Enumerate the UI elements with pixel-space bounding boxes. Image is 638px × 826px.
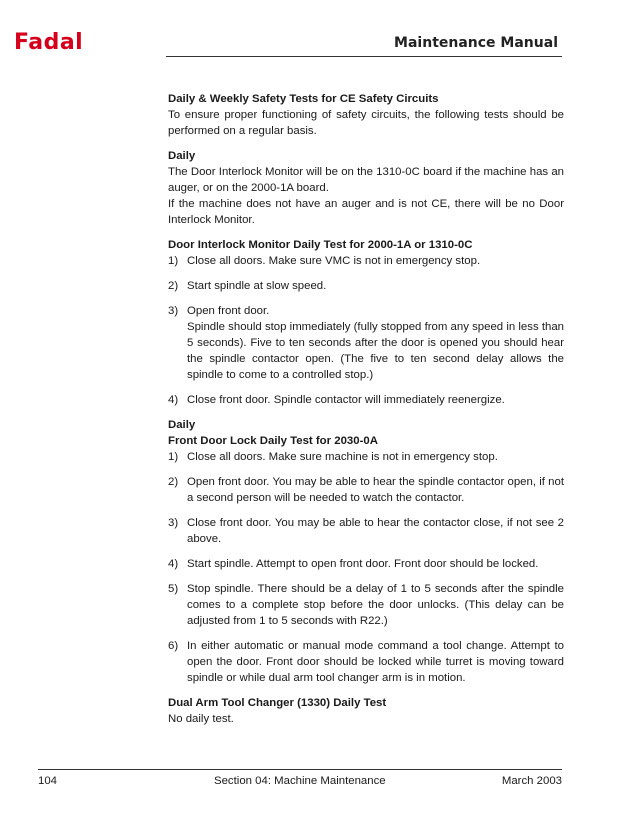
- lock-test-section: [168, 417, 564, 686]
- step-number: 4): [168, 394, 179, 406]
- footer-section: Section 04: Machine Maintenance: [214, 775, 386, 787]
- page-number: 104: [38, 775, 58, 787]
- atc-test-text: No daily test.: [168, 713, 234, 725]
- step-text: Start spindle. Attempt to open front door. Front door should be locked.: [187, 558, 539, 570]
- step-text: In either automatic or manual mode command a tool change. Attempt to open the door. Front door should be locked while turret is moving toward spindle or while dual arm tool changer arm is in motion.: [187, 640, 564, 684]
- lock-test-steps: [168, 449, 564, 686]
- list-item: [168, 303, 564, 319]
- step-number: 2): [168, 476, 179, 488]
- atc-test-heading: Dual Arm Tool Changer (1330) Daily Test: [168, 697, 387, 709]
- list-item: [168, 515, 564, 547]
- header-divider: [166, 56, 562, 57]
- list-item: [168, 392, 564, 408]
- daily-section: [168, 148, 564, 228]
- lock-test-heading: Front Door Lock Daily Test for 2030-0A: [168, 435, 378, 447]
- step-text: Close all doors. Make sure VMC is not in emergency stop.: [187, 255, 481, 267]
- monitor-test-steps: [168, 253, 564, 319]
- footer-date: March 2003: [501, 775, 562, 787]
- intro-section: [168, 91, 564, 139]
- list-item: [168, 278, 564, 294]
- step-number: 1): [168, 255, 179, 267]
- atc-test-section: [168, 695, 564, 727]
- intro-text: To ensure proper functioning of safety circuits, the following tests should be performed on a regular basis.: [168, 109, 564, 137]
- step-text: Close all doors. Make sure machine is not in emergency stop.: [187, 451, 498, 463]
- step-text: Close front door. You may be able to hear the contactor close, if not see 2 above.: [187, 517, 564, 545]
- footer-divider: [38, 769, 562, 770]
- monitor-test-section: [168, 237, 564, 408]
- monitor-test-heading: Door Interlock Monitor Daily Test for 2000-1A or 1310-0C: [168, 239, 473, 251]
- list-item: [168, 474, 564, 506]
- step-text: Start spindle at slow speed.: [187, 280, 327, 292]
- step-number: 1): [168, 451, 179, 463]
- list-item: [168, 556, 564, 572]
- monitor-test-note: Spindle should stop immediately (fully stopped from any speed in less than 5 seconds). Five to ten seconds after the door is opened you should hear the spindle contactor open. (The five to ten second delay allows the spindle to come to a controlled stop.): [187, 321, 564, 381]
- step-number: 5): [168, 583, 179, 595]
- daily-heading: Daily: [168, 150, 196, 162]
- brand-logo: Fadal: [14, 30, 84, 55]
- monitor-test-steps-continued: [168, 392, 564, 408]
- step-text: Stop spindle. There should be a delay of 1 to 5 seconds after the spindle comes to a complete stop before the door unlocks. (This delay can be adjusted from 1 to 5 seconds with R22.): [187, 583, 564, 627]
- step-number: 6): [168, 640, 179, 652]
- daily-text-2: If the machine does not have an auger and is not CE, there will be no Door Interlock Monitor.: [168, 198, 564, 226]
- intro-heading: Daily & Weekly Safety Tests for CE Safety Circuits: [168, 93, 439, 105]
- list-item: [168, 449, 564, 465]
- step-number: 4): [168, 558, 179, 570]
- step-text: Close front door. Spindle contactor will immediately reenergize.: [187, 394, 505, 406]
- step-number: 3): [168, 305, 179, 317]
- list-item: [168, 638, 564, 686]
- list-item: [168, 253, 564, 269]
- manual-title: Maintenance Manual: [394, 35, 558, 51]
- step-number: 2): [168, 280, 179, 292]
- lock-test-heading-daily: Daily: [168, 419, 196, 431]
- step-number: 3): [168, 517, 179, 529]
- list-item: [168, 581, 564, 629]
- step-text: Open front door.: [187, 305, 270, 317]
- daily-text-1: The Door Interlock Monitor will be on the 1310-0C board if the machine has an auger, or on the 2000-1A board.: [168, 166, 564, 194]
- page-content: [168, 91, 564, 727]
- step-text: Open front door. You may be able to hear the spindle contactor open, if not a second person will be needed to watch the contactor.: [187, 476, 564, 504]
